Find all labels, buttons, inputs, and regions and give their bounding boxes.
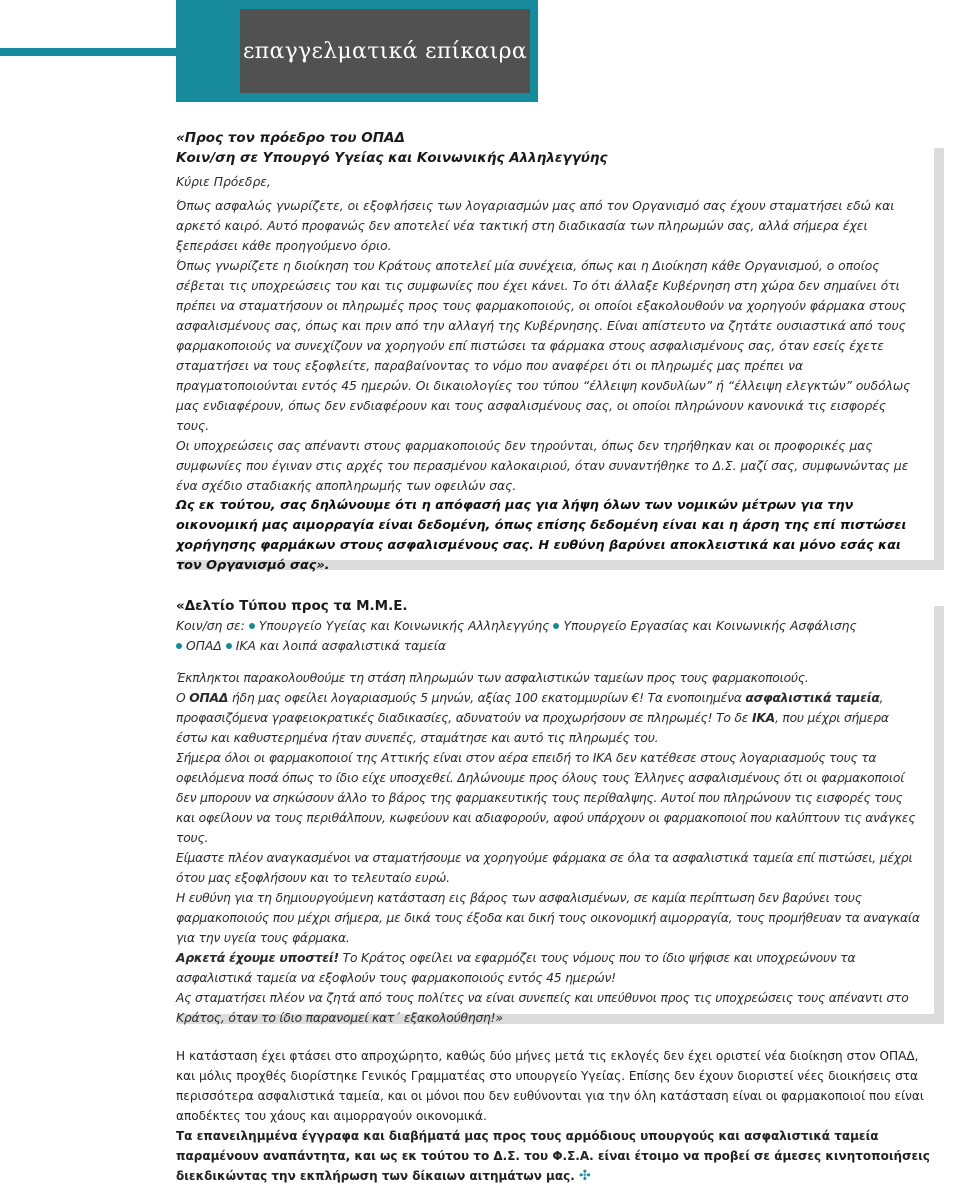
press-paragraph — [176, 948, 922, 988]
letter-cc: Κοιν/ση σε Υπουργό Υγείας και Κοινωνικής Αλληλεγγύης — [176, 150, 608, 166]
letter-paragraph: Όπως γνωρίζετε η διοίκηση του Κράτους αποτελεί μία συνέχεια, όπως και η Διοίκηση κάθε Οργανισμού, ο οποίος σέβεται τις υποχρεώσεις του και τις συμφωνίες που έχει κάνει. Το ότι άλλαξε Κυβέρνηση στη χώρα δεν σημαίνει ότι πρέπει να σταματήσουν οι πληρωμές προς τους φαρμακοποιούς, οι οποίοι εξακολουθούν να χορηγούν φάρμακα στους ασφαλισμένους σας, όπως και πριν από την αλλαγή της Κυβέρνησης. Είναι απίστευτο να ζητάτε ουσιαστικά από τους φαρμακοποιούς να συνεχίζουν να χορηγούν επί πιστώσει τα φάρμακα στους ασφαλισμένους σας, όταν εσείς έχετε σταματήσει να τους εξοφλείτε, παραβαίνοντας το νόμο που αναφέρει ότι οι πληρωμές μας πρέπει να πραγματοποιούνται εντός 45 ημερών. Οι δικαιολογίες του τύπου “έλλειψη κονδυλίων” ή “έλλειψη ελεγκτών” ουδόλως μας ενδιαφέρουν, όπως δεν ενδιαφέρουν και τους ασφαλισμένους σας, οι οποίοι πληρώνουν κανονικά τις εισφορές τους. — [176, 259, 911, 433]
text-span-bold: ΙΚΑ — [751, 711, 775, 725]
bullet-icon — [226, 643, 232, 649]
cc-item: ΟΠΑΔ — [186, 639, 222, 653]
press-cc-line — [176, 616, 922, 636]
letter-card-press-release — [164, 586, 934, 1025]
letter-bold-paragraph: Ως εκ τούτου, σας δηλώνουμε ότι η απόφασή μας για λήψη όλων των νομικών μέτρων για την οικονομική μας αιμορραγία είναι δεδομένη, όπως επίσης δεδομένη είναι και η άρση της επί πιστώσει χορήγησης φαρμάκων στους ασφαλισμένους σας. Η ευθύνη βαρύνει αποκλειστικά και μόνο εσάς και τον Οργανισμό σας». — [176, 498, 907, 573]
letter-title: «Προς τον πρόεδρο του ΟΠΑΔ — [176, 130, 405, 146]
letter-card-opad — [164, 128, 934, 573]
closing-paragraph: Η κατάσταση έχει φτάσει στο απροχώρητο, καθώς δύο μήνες μετά τις εκλογές δεν έχει οριστεί νέα διοίκηση στον ΟΠΑΔ, και μόλις προχθές διορίστηκε Γενικός Γραμματέας στο υπουργείο Υγείας. Επίσης δεν έχουν διοριστεί νέες διοικήσεις στα περισσότερα ασφαλιστικά ταμεία, και οι μόνοι που δεν ευθύνονται για την όλη κατάσταση είναι οι φαρμακοποιοί που είναι αποδέκτες του χάους και αιμορραγούν οικονομικά. — [176, 1049, 924, 1123]
press-cc-line — [176, 636, 922, 656]
press-paragraph: Ας σταματήσει πλέον να ζητά από τους πολίτες να είναι συνεπείς και υπεύθυνοι προς τις υποχρεώσεις τους απέναντι στο Κράτος, όταν το ίδιο παρανομεί κατ΄ εξακολούθηση!» — [176, 991, 909, 1025]
closing-bold-paragraph — [176, 1126, 936, 1186]
bullet-icon — [176, 643, 182, 649]
press-title: «Δελτίο Τύπου προς τα Μ.Μ.Ε. — [176, 598, 408, 614]
letter-paragraph: Όπως ασφαλώς γνωρίζετε, οι εξοφλήσεις των λογαριασμών μας από τον Οργανισμό σας έχουν σταματήσει εδώ και αρκετό καιρό. Αυτό προφανώς δεν αποτελεί νέα τακτική στη διαδικασία των πληρωμών σας, αλλά σήμερα έχει ξεπεράσει κάθε προηγούμενο όριο. — [176, 199, 895, 253]
text-span-bold: Τα επανειλημμένα έγγραφα και διαβήματά μας προς τους αρμόδιους υπουργούς και ασφαλιστικά ταμεία παραμένουν αναπάντητα, και ως εκ τούτου το Δ.Σ. του Φ.Σ.Α. είναι έτοιμο να προβεί σε άμεσες κινητοποιήσεις διεκδικώντας την εκπλήρωση των δίκαιων αιτημάτων μας. — [176, 1129, 930, 1183]
cc-item: ΙΚΑ και λοιπά ασφαλιστικά ταμεία — [235, 639, 446, 653]
bullet-icon — [553, 623, 559, 629]
cc-item: Υπουργείο Εργασίας και Κοινωνικής Ασφάλισης — [563, 619, 857, 633]
cc-label: Κοιν/ση σε: — [176, 619, 245, 633]
text-span: ήδη μας οφείλει λογαριασμούς 5 μηνών, αξίας 100 εκατομμυρίων €! Τα ενοποιημένα — [228, 691, 746, 705]
header-accent-line — [0, 48, 178, 56]
end-mark-icon: ✣ — [579, 1168, 591, 1184]
text-span-bold: ασφαλιστικά ταμεία — [745, 691, 880, 705]
letter-paragraph: Οι υποχρεώσεις σας απέναντι στους φαρμακοποιούς δεν τηρούνται, όπως δεν τηρήθηκαν και οι προφορικές μας συμφωνίες που έγιναν στις αρχές του περασμένου καλοκαιριού, όταν συναντήθηκε το Δ.Σ. μαζί σας, συμφωνώντας με ένα σχέδιο σταδιακής αποπληρωμής των οφειλών σας. — [176, 439, 909, 493]
press-paragraph: Είμαστε πλέον αναγκασμένοι να σταματήσουμε να χορηγούμε φάρμακα σε όλα τα ασφαλιστικά ταμεία επί πιστώσει, μέχρι ότου μας εξοφλήσουν και το τελευταίο ευρώ. — [176, 851, 913, 885]
cc-item: Υπουργείο Υγείας και Κοινωνικής Αλληλεγγύης — [258, 619, 550, 633]
press-paragraph: Η ευθύνη για τη δημιουργούμενη κατάσταση εις βάρος των ασφαλισμένων, σε καμία περίπτωση δεν βαρύνει τους φαρμακοποιούς που μέχρι σήμερα, με δικά τους έξοδα και δική τους οικονομική αιμορραγία, τους προμήθευαν τα αναγκαία για την υγεία τους φάρμακα. — [176, 891, 920, 945]
card-shadow-right — [934, 148, 944, 568]
text-span-bold: ΟΠΑΔ — [189, 691, 229, 705]
text-span: Το Κράτος οφείλει να εφαρμόζει τους νόμους που το ίδιο ψήφισε και υποχρεώνουν τα ασφαλιστικά ταμεία να εξοφλούν τους φαρμακοποιούς εντός 45 ημερών! — [176, 951, 856, 985]
letter-greeting: Κύριε Πρόεδρε, — [176, 175, 271, 189]
section-header — [240, 9, 530, 93]
text-span: , προφασιζόμενα γραφειοκρατικές διαδικασίες, αδυνατούν να προχωρήσουν σε πληρωμές! Το δε — [176, 691, 884, 725]
press-paragraph — [176, 688, 922, 748]
bullet-icon — [249, 623, 255, 629]
text-span-bold: Αρκετά έχουμε υποστεί! — [176, 951, 339, 965]
closing-section — [176, 1046, 936, 1186]
card-shadow-right — [934, 606, 944, 1022]
section-title: επαγγελματικά επίκαιρα — [242, 38, 527, 64]
text-span: , που μέχρι σήμερα έστω και καθυστερημένα ήταν συνεπές, σταμάτησε και αυτό τις πληρωμές του. — [176, 711, 889, 745]
press-paragraph: Έκπληκτοι παρακολουθούμε τη στάση πληρωμών των ασφαλιστικών ταμείων προς τους φαρμακοποιούς. — [176, 671, 809, 685]
press-paragraph: Σήμερα όλοι οι φαρμακοποιοί της Αττικής είναι στον αέρα επειδή το ΙΚΑ δεν κατέθεσε στους λογαριασμούς τους τα οφειλόμενα ποσά όπως το ίδιο είχε υποσχεθεί. Δηλώνουμε προς όλους τους Έλληνες ασφαλισμένους ότι οι φαρμακοποιοί δεν μπορουν να σηκώσουν άλλο το βάρος της φαρμακευτικής τους περίθαλψης. Αυτοί που πληρώνουν τις εισφορές τους και οφείλουν να τους περιθάλπουν, κωφεύουν και αδιαφορούν, αφού υπάρχουν οι φαρμακοποιοί που καλύπτουν τις ανάγκες τους. — [176, 751, 916, 845]
text-span: Ο — [176, 691, 190, 705]
